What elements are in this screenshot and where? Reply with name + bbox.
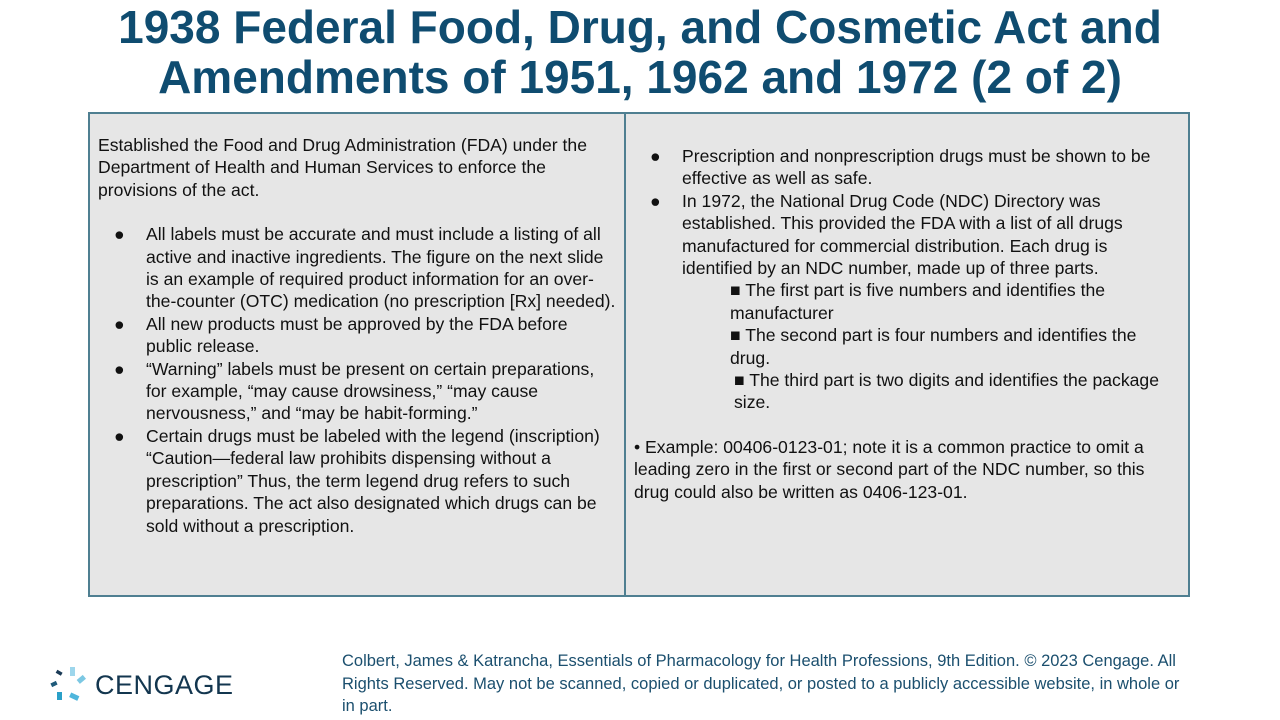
list-item: ● In 1972, the National Drug Code (NDC) Directory was established. This provided the FDA with a list of all drugs manufactured for commercial distribution. Each drug is identified by an NDC number, made up of three parts.: [650, 190, 1123, 279]
bullet-icon: ●: [114, 425, 125, 446]
copyright-notice: Colbert, James & Katrancha, Essentials of Pharmacology for Health Professions, 9th Edition. © 2023 Cengage. All Rights Reserved. May not be scanned, copied or duplicated, or posted to a publicly accessible website, in whole or in part.: [342, 652, 1180, 715]
content-table: [88, 112, 1190, 597]
ndc-part-drug: ■ The second part is four numbers and identifies the drug.: [730, 325, 1137, 368]
list-item: ● All labels must be accurate and must include a listing of all active and inactive ingredients. The figure on the next slide is an example of required product information for an over-the-counter (OTC) medication (no prescription [Rx] needed).: [114, 224, 616, 312]
slide-title-line-2: Amendments of 1951, 1962 and 1972 (2 of 2): [158, 51, 1122, 103]
ndc-part-manufacturer: ■ The first part is five numbers and identifies the manufacturer: [730, 280, 1106, 323]
cengage-logo-icon: [49, 665, 89, 705]
bullet-icon: ●: [114, 224, 125, 245]
list-item: ● “Warning” labels must be present on certain preparations, for example, “may cause drowsiness,” “may cause nervousness,” and “may be habit-forming.”: [114, 358, 595, 424]
left-bullet-list: [98, 223, 616, 537]
left-cell: [90, 114, 626, 595]
ndc-part-package: ■ The third part is two digits and identifies the package size.: [734, 370, 1159, 413]
bullet-icon: ●: [650, 146, 661, 166]
bullet-icon: ●: [650, 190, 661, 211]
bullet-icon: ●: [114, 313, 125, 334]
list-item: ● Certain drugs must be labeled with the legend (inscription) “Caution—federal law prohibits dispensing without a prescription” Thus, the term legend drug refers to such preparations. The act also designated which drugs can be sold without a prescription.: [114, 425, 600, 536]
list-item: ● Prescription and nonprescription drugs must be shown to be effective as well as safe.: [650, 146, 1151, 189]
slide-title-line-1: 1938 Federal Food, Drug, and Cosmetic Act and: [118, 1, 1162, 53]
cengage-logo-text: CENGAGE: [95, 669, 234, 700]
bullet-icon: ●: [114, 358, 125, 379]
right-bullet-list: [634, 145, 1180, 279]
slide-title: [0, 2, 1280, 102]
intro-paragraph: Established the Food and Drug Administration (FDA) under the Department of Health and Human Services to enforce the provisions of the act.: [98, 135, 587, 200]
list-item: ● All new products must be approved by the FDA before public release.: [114, 313, 568, 357]
ndc-example: • Example: 00406-0123-01; note it is a common practice to omit a leading zero in the first or second part of the NDC number, so this drug could also be written as 0406-123-01.: [634, 436, 1145, 502]
cengage-logo: [49, 665, 234, 705]
right-cell: [626, 114, 1188, 595]
